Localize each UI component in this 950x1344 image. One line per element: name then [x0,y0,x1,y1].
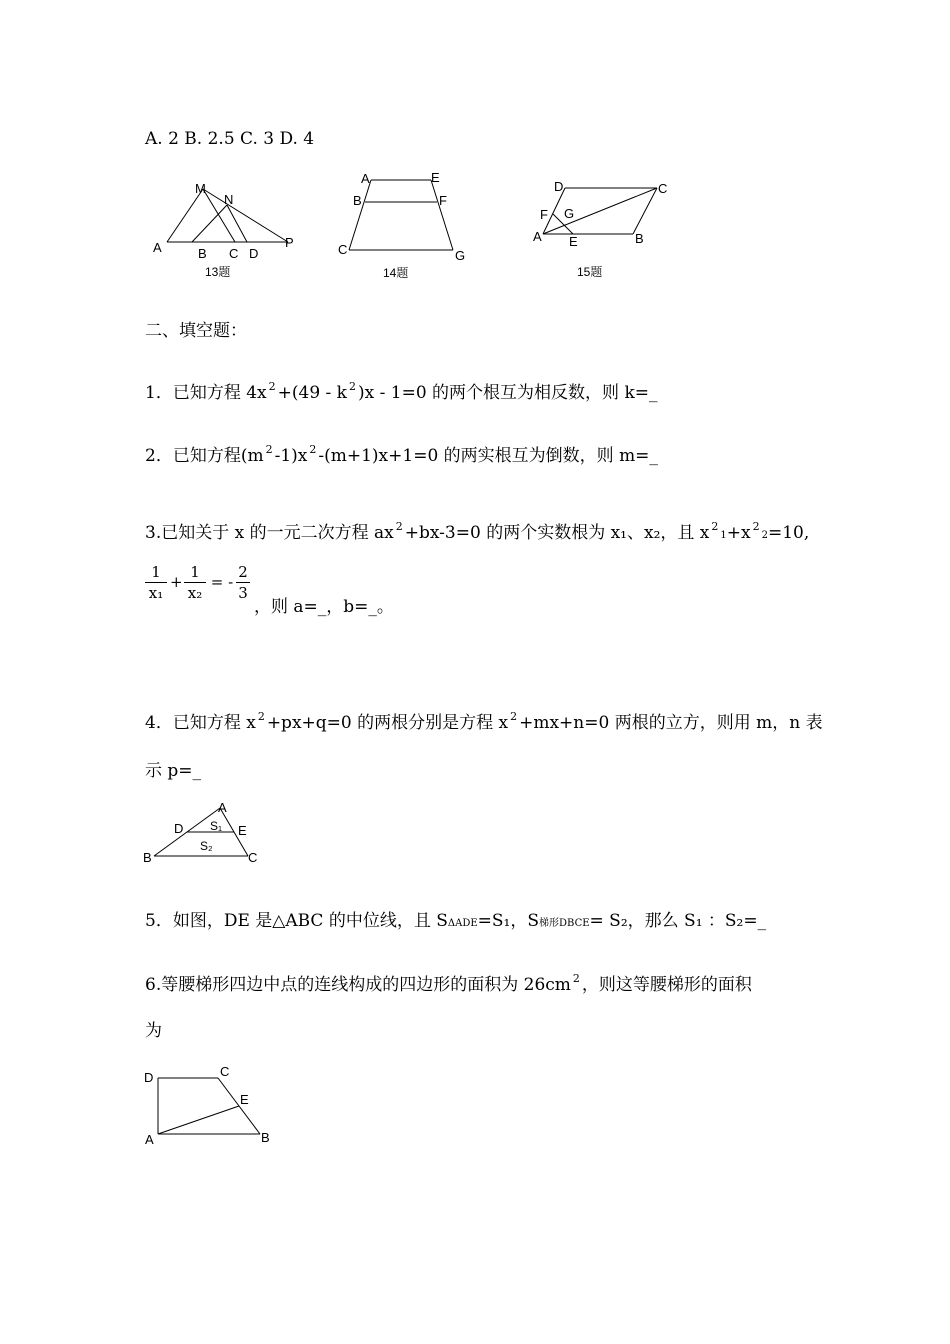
point-A: A [153,240,162,255]
figure-q5-triangle [140,798,270,873]
label-s1: S₁ [210,819,223,833]
point-A: A [533,229,542,244]
section-title: 二、填空题： [145,321,247,341]
question-6-line-1: 6.等腰梯形四边中点的连线构成的四边形的面积为 26cm $^2$ ，则这等腰梯形的面积 [145,972,752,995]
point-D: D [554,179,564,194]
point-M: M [195,181,206,196]
figure-14 [335,170,475,285]
point-A: A [145,1132,154,1147]
question-5: 5．如图，DE 是△ABC 的中位线，且 SΔADE=S₁，S梯形DBCE= S₂，那么 S₁ ：S₂=_ [145,911,767,931]
point-B: B [261,1130,270,1145]
point-G: G [455,248,466,263]
figure-q6-trapezoid [140,1062,280,1152]
question-1: 1．已知方程 4x $^2$ +(49 - k $^2$ )x - 1=0 的两个根互为相反数，则 k=_ [145,380,658,403]
figure-13-caption: 13题 [205,265,231,279]
question-4-line-1: 4．已知方程 x $^2$ +px+q=0 的两根分别是方程 x $^2$ +mx+n=0 两根的立方，则用 m，n 表 [145,710,823,733]
label-s2: S₂ [200,839,213,853]
question-4-line-2: 示 p=_ [145,761,202,781]
point-C: C [229,246,239,261]
figure-15-caption: 15题 [577,265,603,279]
figure-14-caption: 14题 [383,266,409,280]
point-N: N [224,192,234,207]
point-E: E [240,1092,249,1107]
point-B: B [353,193,362,208]
point-D: D [174,821,184,836]
question-6-line-2: 为 [145,1021,162,1041]
figure-13 [145,175,315,285]
point-B: B [198,246,207,261]
answer-choices: A. 2 B. 2.5 C. 3 D. 4 [145,129,315,149]
point-G: G [564,206,575,221]
point-E: E [431,170,440,185]
point-D: D [249,246,259,261]
question-3-line-1: 3.已知关于 x 的一元二次方程 ax $^2$ +bx-3=0 的两个实数根为 x₁、x₂，且 x $^2$1+x $^2$2=10, [145,520,810,543]
point-A: A [218,800,227,815]
figure-15 [525,175,675,285]
point-D: D [144,1070,154,1085]
point-F: F [540,207,548,222]
point-C: C [220,1064,230,1079]
point-C: C [248,850,258,865]
point-E: E [569,234,578,249]
point-C: C [338,242,348,257]
point-A: A [361,171,370,186]
point-E: E [238,823,247,838]
point-F: F [439,193,447,208]
question-2: 2．已知方程(m $^2$ -1)x $^2$ -(m+1)x+1=0 的两实根互为倒数，则 m=_ [145,443,658,466]
point-C: C [658,181,668,196]
point-B: B [635,231,644,246]
point-P: P [285,235,294,250]
point-B: B [143,850,152,865]
